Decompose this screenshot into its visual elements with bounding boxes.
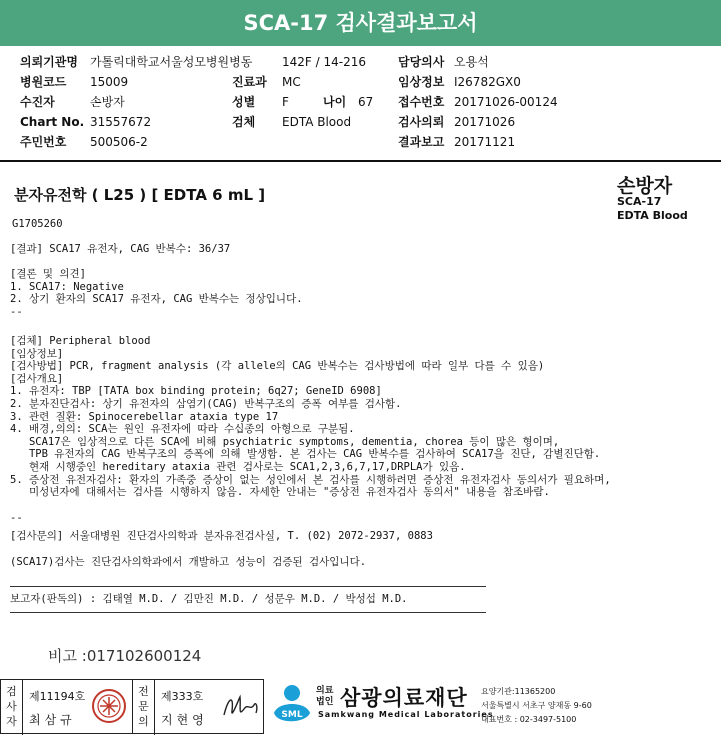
- requesting-org-label: 의뢰기관명: [20, 55, 78, 69]
- validation-note: (SCA17)검사는 진단검사의학과에서 개발하고 성능이 검증된 검사입니다.: [10, 556, 367, 568]
- result-line: [결과] SCA17 유전자, CAG 반복수: 36/37: [10, 243, 231, 255]
- clinical-info-label: 임상정보: [398, 75, 445, 89]
- specialist-label: [133, 680, 155, 735]
- contact-line: [검사문의] 서울대병원 진단검사의학과 분자유전검사실, T. (02) 2072-2937, 0883: [10, 530, 433, 542]
- specimen-value: EDTA Blood: [282, 115, 352, 129]
- resident-id-label: 주민번호: [20, 135, 67, 149]
- receipt-number-label: 접수번호: [398, 95, 445, 109]
- footer: [0, 679, 721, 734]
- report-date-value: 20171121: [454, 135, 516, 149]
- org-name: 삼광의료재단: [340, 686, 468, 710]
- examiner-label: [1, 680, 23, 735]
- request-date-label: 검사의뢰: [398, 115, 445, 129]
- specimen-label: 검체: [232, 115, 256, 129]
- resident-id-value: 500506-2: [90, 135, 148, 149]
- examiner-name: 최삼규: [29, 713, 76, 727]
- age-value: 67: [358, 95, 374, 109]
- age-label: 나이: [323, 95, 347, 109]
- info-row-1: [20, 52, 710, 72]
- remark-line: [48, 645, 201, 666]
- examiner-label-text: 검사자: [6, 685, 17, 728]
- rule-line: [10, 612, 486, 613]
- side-test-name: SCA-17: [617, 195, 662, 208]
- org-address: 서울특별시 서초구 양재동 9-60: [481, 701, 592, 710]
- conclusion-block: [결론 및 의견] 1. SCA17: Negative 2. 상기 환자의 SCA17 유전자, CAG 반복수는 정상입니다.: [10, 268, 303, 306]
- header-divider: [0, 160, 721, 162]
- side-patient-name: 손방자: [617, 175, 673, 197]
- sample-code: G1705260: [12, 218, 63, 230]
- remark-value: :017102600124: [81, 647, 202, 665]
- section-title: 분자유전학 ( L25 ) [ EDTA 6 mL ]: [14, 186, 266, 204]
- doctor-label: 담당의사: [398, 55, 445, 69]
- side-specimen: EDTA Blood: [617, 209, 688, 222]
- sml-logo-icon: [270, 683, 312, 727]
- org-type: [316, 686, 333, 708]
- doctor-value: 오용석: [454, 55, 489, 69]
- org-phone: 대표번호 : 02-3497-5100: [481, 715, 577, 724]
- hospital-code-value: 15009: [90, 75, 129, 89]
- specialist-name: 지현영: [161, 713, 208, 727]
- sex-value: F: [282, 95, 289, 109]
- ward-value: 142F / 14-216: [282, 55, 366, 69]
- report-title: SCA-17 검사결과보고서: [0, 0, 721, 46]
- chart-number-label: Chart No.: [20, 115, 85, 129]
- examiner-box: [0, 679, 133, 734]
- requesting-org-value: 가톨릭대학교서울성모병원병동: [90, 55, 253, 69]
- chart-number-value: 31557672: [90, 115, 152, 129]
- request-date-value: 20171026: [454, 115, 516, 129]
- separator-dash: --: [10, 512, 23, 524]
- remark-label: 비고: [48, 647, 77, 665]
- info-row-3: [20, 92, 710, 112]
- sex-label: 성별: [232, 95, 256, 109]
- reporters-line: 보고자(판독의) : 김태열 M.D. / 김만진 M.D. / 성문우 M.D. / 박성섭 M.D.: [10, 593, 408, 605]
- method-info-block: [검체] Peripheral blood [임상정보] [검사방법] PCR, fragment analysis (각 allele의 CAG 반복수는 검사방법에 따라 일부 다를 수 있음) [검사개요] 1. 유전자: TBP [TATA box binding protein; 6q27; GeneID 6908] 2. 분자진단검사: 상기 유전자의 삼염기(CAG) 반복구조의 증폭 여부를 검사함. 3. 관련 질환: Spinocerebellar ataxia type 17 4. 배경,의의: SCA는 원인 유전자에 따라 수십종의 아형으로 구분됨. SCA17은 임상적으로 다른 SCA에 비해 psychiatric symptoms, dementia, chorea 등이 많은 형이며, TPB 유전자의 CAG 반복구조의 증폭에 의해 발생함. 본 검사는 CAG 반복수를 검사하여 SCA17을 진단, 감별진단함. 현재 시행중인 hereditary ataxia 관련 검사로는 SCA1,2,3,6,7,17,DRPLA가 있음. 5. 증상전 유전자검사: 환자의 가족중 증상이 없는 성인에서 본 검사를 시행하려면 증상전 유전자검사 동의서가 필요하며, 미성년자에 대해서는 검사를 시행하지 않음. 자세한 안내는 "증상전 유전자검사 동의서" 내용을 참조바람.: [10, 335, 611, 499]
- patient-label: 수진자: [20, 95, 55, 109]
- signature-icon: [220, 689, 260, 723]
- org-english-name: Samkwang Medical Laboratories: [318, 710, 494, 719]
- specialist-label-text: 전문의: [138, 685, 149, 728]
- org-contact: [481, 685, 592, 727]
- separator-dash: --: [10, 306, 23, 318]
- patient-value: 손방자: [90, 95, 125, 109]
- org-code: 요양기관:11365200: [481, 687, 556, 696]
- info-row-4: [20, 112, 710, 132]
- clinical-info-value: I26782GX0: [454, 75, 521, 89]
- info-row-5: [20, 132, 710, 152]
- examiner-license: 제11194호: [29, 690, 86, 703]
- info-row-2: [20, 72, 710, 92]
- receipt-number-value: 20171026-00124: [454, 95, 558, 109]
- report-date-label: 결과보고: [398, 135, 445, 149]
- official-seal-icon: [91, 688, 127, 724]
- department-label: 진료과: [232, 75, 267, 89]
- department-value: MC: [282, 75, 301, 89]
- hospital-code-label: 병원코드: [20, 75, 67, 89]
- rule-line: [10, 586, 486, 587]
- specialist-license: 제333호: [161, 690, 204, 703]
- org-type-text: 의료 법인: [316, 686, 334, 707]
- logo-text: SML: [281, 710, 303, 720]
- patient-info-block: [20, 52, 710, 152]
